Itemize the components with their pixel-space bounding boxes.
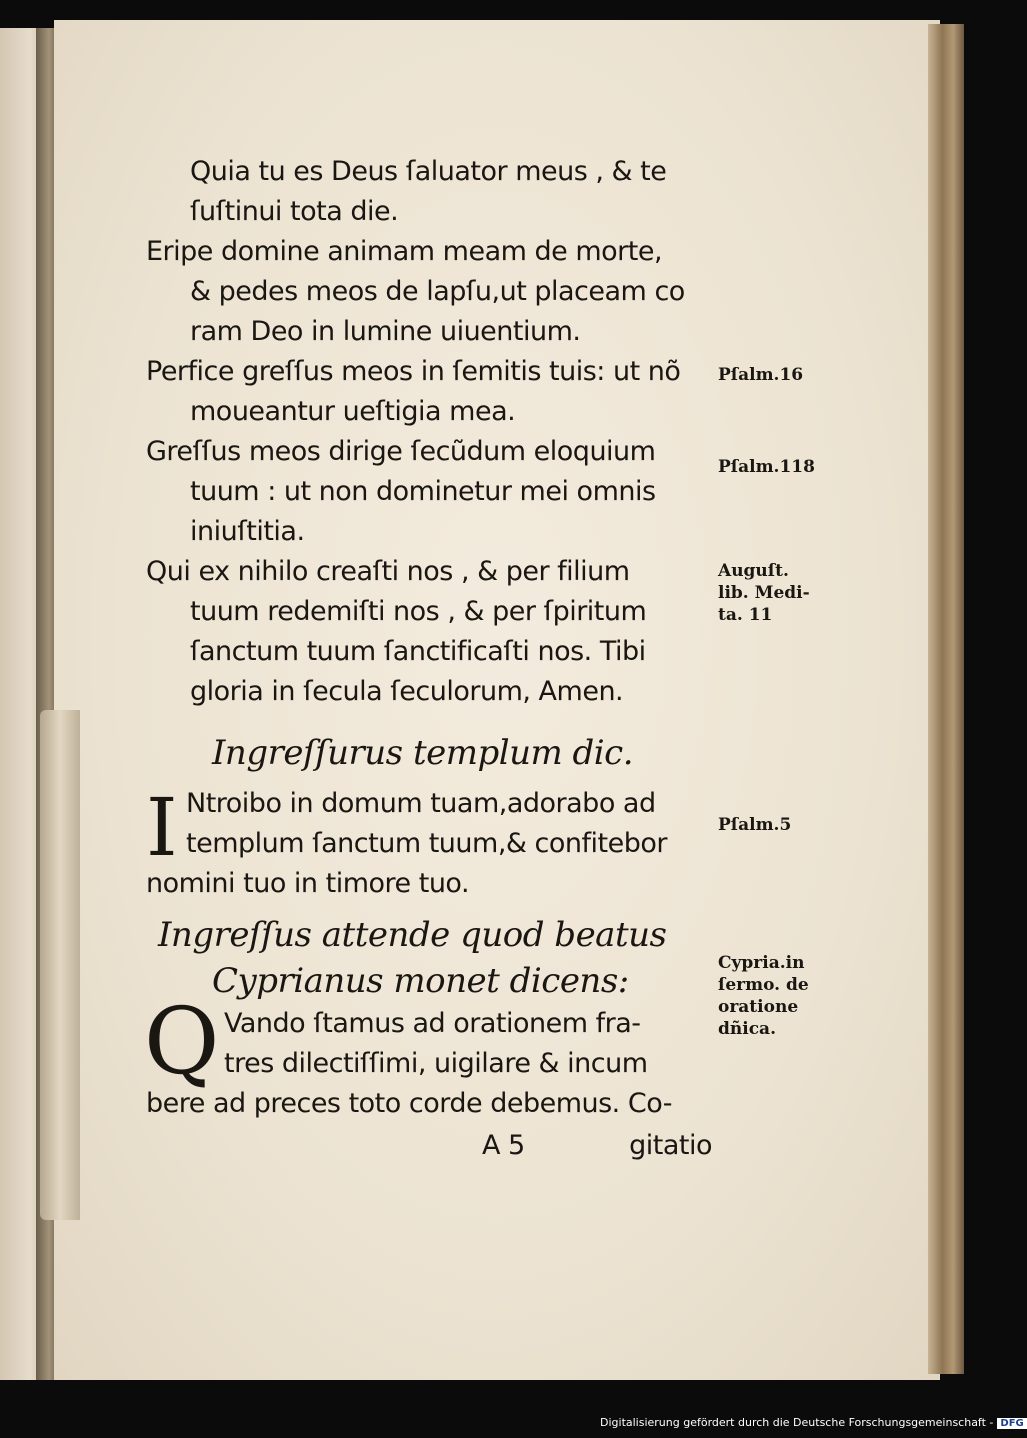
text-line: Greſſus meos dirige ſecũdum eloquium — [146, 436, 656, 467]
drop-cap-initial: Q — [144, 988, 219, 1095]
text-line: moueantur ueſtigia mea. — [190, 396, 516, 427]
dfg-logo-icon: DFG — [997, 1418, 1026, 1429]
text-line: templum ſanctum tuum,& confitebor — [186, 828, 667, 859]
catchword: gitatio — [629, 1130, 712, 1161]
paragraph-quando — [144, 988, 716, 1124]
footer-text: Digitalisierung gefördert durch die Deutsche Forschungsgemeinschaft - — [600, 1416, 994, 1429]
margin-note-cyprian: Cypria.in ſermo. de oratione dñica. — [718, 953, 809, 1039]
text-line: Perfice greſſus meos in ſemitis tuis: ut nõ — [146, 356, 681, 387]
signature-mark: A 5 — [482, 1130, 525, 1161]
text-line: ram Deo in lumine uiuentium. — [190, 316, 581, 347]
section-heading: Cyprianus monet dicens: — [212, 961, 629, 1001]
section-heading: Ingreſſus attende quod beatus — [158, 915, 667, 955]
text-line: bere ad preces toto corde debemus. Co- — [146, 1088, 672, 1119]
text-line: Ntroibo in domum tuam,adorabo ad — [186, 788, 656, 819]
text-line: tres dilectiſſimi, uigilare & incum — [224, 1048, 648, 1079]
text-line: Quia tu es Deus ſaluator meus , & te — [190, 156, 667, 187]
margin-note-psalm118: Pſalm.118 — [718, 457, 815, 477]
margin-note-psalm5: Pſalm.5 — [718, 815, 792, 835]
paragraph-introibo — [146, 781, 716, 904]
text-line: Eripe domine animam meam de morte, — [146, 236, 663, 267]
text-line: & pedes meos de lapſu,ut placeam co — [190, 276, 685, 307]
text-line: tuum redemiſti nos , & per ſpiritum — [190, 596, 647, 627]
text-line: ſanctum tuum ſanctificaſti nos. Tibi — [190, 636, 646, 667]
catch-line — [146, 1124, 716, 1168]
text-line: Vando ſtamus ad orationem fra- — [224, 1008, 641, 1039]
margin-note-psalm16: Pſalm.16 — [718, 365, 804, 385]
section-heading: Ingreſſurus templum dic. — [212, 733, 634, 773]
page-block-edge — [928, 24, 964, 1374]
text-line: iniuſtitia. — [190, 516, 305, 547]
drop-cap-initial: I — [146, 781, 178, 874]
text-line: gloria in ſecula ſeculorum, Amen. — [190, 676, 624, 707]
paper-tab — [40, 710, 80, 1220]
text-line: tuum : ut non dominetur mei omnis — [190, 476, 656, 507]
text-line: Qui ex nihilo creaſti nos , & per filium — [146, 556, 630, 587]
text-line: ſuſtinui tota die. — [190, 196, 399, 227]
footer-credit — [600, 1416, 1027, 1429]
margin-note-augustine: Auguſt. lib. Medi- ta. 11 — [718, 561, 810, 625]
text-line: nomini tuo in timore tuo. — [146, 868, 470, 899]
main-text — [146, 152, 716, 1168]
